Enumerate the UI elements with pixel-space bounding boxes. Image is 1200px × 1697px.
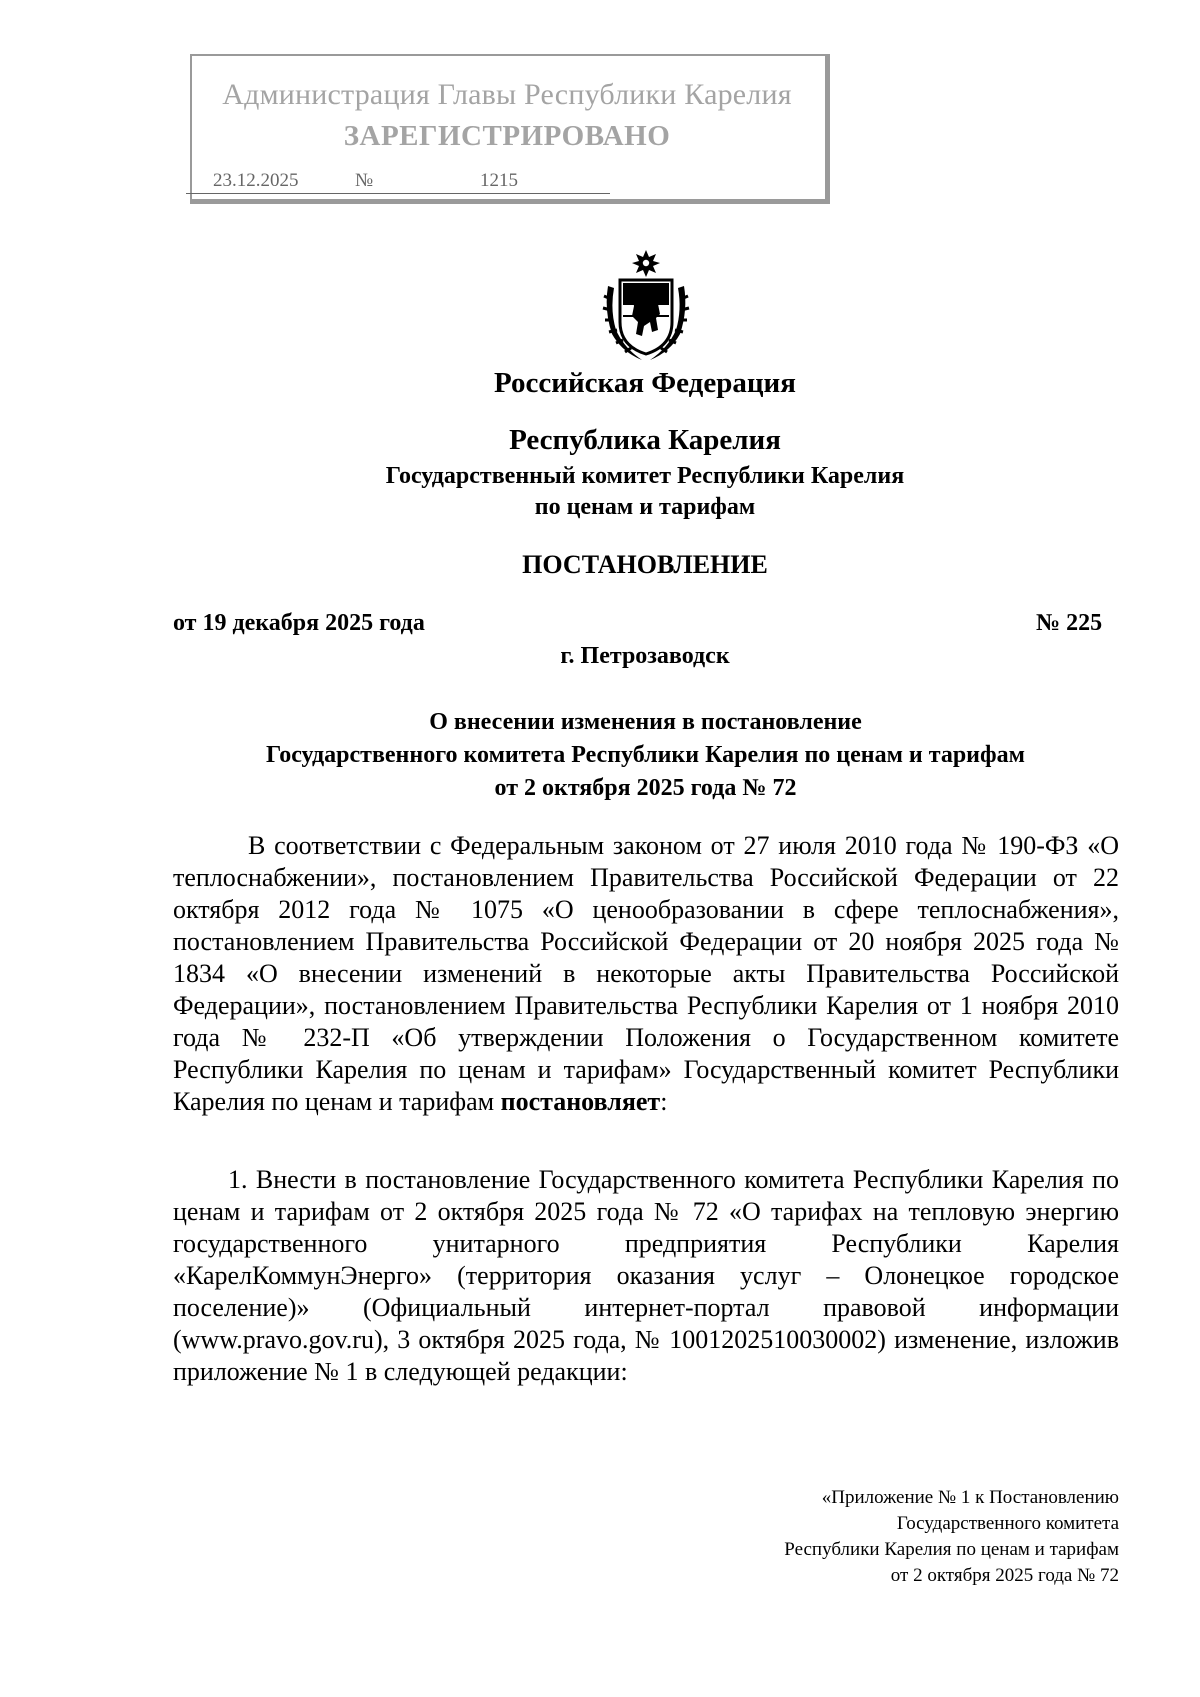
stamp-registered: ЗАРЕГИСТРИРОВАНО: [343, 120, 671, 152]
title-line3: от 2 октября 2025 года № 72: [494, 775, 797, 801]
preamble-text: В соответствии с Федеральным законом от 27 июля 2010 года № 190-ФЗ «О теплоснабжении», постановлением Правительства Российской Федерации от 22 октября 2012 года № 1075 «О ценообразовании в сфере теплоснабжения», постановлением Правительства Российской Федерации от 20 ноября 2025 года № 1834 «О внесении изменений в некоторые акты Правительства Российской Федерации», постановлением Правительства Республики Карелия от 1 ноября 2010 года № 232-П «Об утверждении Положения о Государственном комитете Республики Карелия по ценам и тарифам» Государственный комитет Республики Карелия по ценам и тарифам: [173, 831, 1119, 1116]
stamp-underline: [186, 193, 610, 194]
header-committee-line1: Государственный комитет Республики Карелия: [385, 463, 905, 489]
preamble-paragraph: [173, 830, 1119, 1118]
preamble-end: :: [660, 1087, 668, 1116]
document-city: г. Петрозаводск: [560, 643, 730, 669]
appendix-line4: от 2 октября 2025 года № 72: [890, 1565, 1119, 1586]
decree-keyword: постановляет: [500, 1087, 661, 1116]
appendix-header: [784, 1485, 1119, 1589]
stamp-date: 23.12.2025: [213, 170, 299, 191]
clause-1-paragraph: [173, 1164, 1119, 1388]
header-republic: Республика Карелия: [509, 424, 781, 456]
appendix-line1: «Приложение № 1 к Постановлению: [821, 1487, 1119, 1508]
appendix-line3: Республики Карелия по ценам и тарифам: [784, 1539, 1119, 1560]
stamp-number: 1215: [480, 170, 518, 191]
coat-of-arms-icon: [600, 248, 692, 364]
document-type: ПОСТАНОВЛЕНИЕ: [522, 550, 768, 579]
document-number: № 225: [1036, 610, 1103, 636]
document-title: [173, 706, 1118, 805]
document-date: от 19 декабря 2025 года: [173, 610, 425, 636]
clause-1-text: 1. Внести в постановление Государственного комитета Республики Карелия по ценам и тарифам от 2 октября 2025 года № 72 «О тарифах на тепловую энергию государственного унитарного предприятия Республики Карелия «КарелКоммунЭнерго» (территория оказания услуг – Олонецкое городское поселение)» (Официальный интернет-портал правовой информации (www.pravo.gov.ru), 3 октября 2025 года, № 1001202510030002) изменение, изложив приложение № 1 в следующей редакции:: [173, 1165, 1119, 1386]
header-country: Российская Федерация: [494, 367, 796, 399]
title-line1: О внесении изменения в постановление: [429, 709, 862, 735]
title-line2: Государственного комитета Республики Карелия по ценам и тарифам: [266, 742, 1025, 768]
header-committee-line2: по ценам и тарифам: [534, 494, 756, 520]
appendix-line2: Государственного комитета: [896, 1513, 1119, 1534]
stamp-authority: Администрация Главы Республики Карелия: [222, 78, 792, 111]
stamp-number-sign: №: [355, 170, 374, 191]
